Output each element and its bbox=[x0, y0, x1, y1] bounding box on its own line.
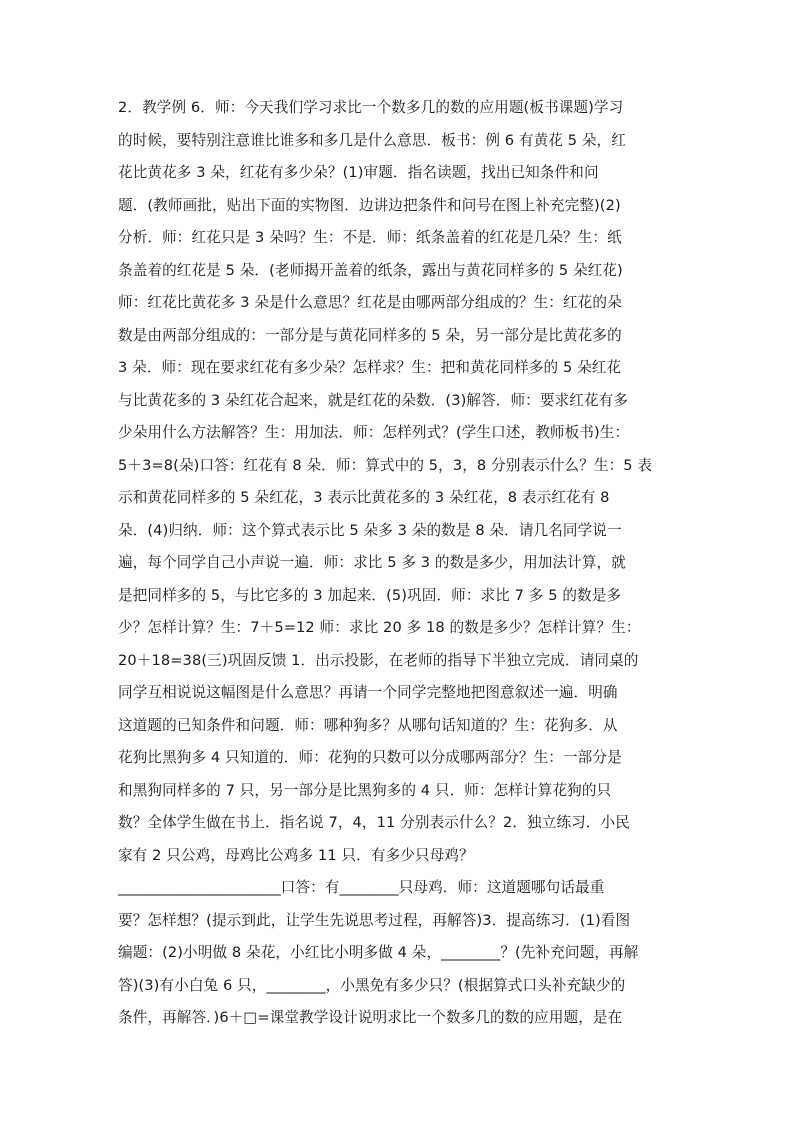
text-line: 数？全体学生做在书上．指名说 7，4，11 分别表示什么？2．独立练习．小民 bbox=[118, 814, 630, 831]
text-line: 少？怎样计算？生：7＋5=12 师：求比 20 多 18 的数是多少？怎样计算？生： bbox=[118, 619, 641, 636]
text-line: 2．教学例 6．师：今天我们学习求比一个数多几的数的应用题(板书课题)学习 bbox=[118, 99, 624, 116]
text-line: 师：红花比黄花多 3 朵是什么意思？红花是由哪两部分组成的？生：红花的朵 bbox=[118, 294, 622, 311]
text-line: 条件，再解答．)6＋□=课堂教学设计说明求比一个数多几的数的应用题，是在 bbox=[118, 1009, 623, 1026]
text-line: ______________________口答：有________只母鸡．师：这道题哪句话最重 bbox=[118, 879, 605, 896]
text-line: 3 朵．师：现在要求红花有多少朵？怎样求？生：把和黄花同样多的 5 朵红花 bbox=[118, 359, 622, 376]
text-line: 与比黄花多的 3 朵红花合起来，就是红花的朵数．(3)解答．师：要求红花有多 bbox=[118, 391, 629, 409]
text-line: 条盖着的红花是 5 朵．(老师揭开盖着的纸条，露出与黄花同样多的 5 朵红花) bbox=[118, 261, 623, 279]
text-line: 分析．师：红花只是 3 朵吗？生：不是．师：纸条盖着的红花是几朵？生：纸 bbox=[118, 229, 622, 246]
text-line: 家有 2 只公鸡，母鸡比公鸡多 11 只．有多少只母鸡？ bbox=[118, 846, 474, 864]
text-line: 数是由两部分组成的：一部分是与黄花同样多的 5 朵，另一部分是比黄花多的 bbox=[118, 326, 622, 344]
text-line: 示和黄花同样多的 5 朵红花，3 表示比黄花多的 3 朵红花，8 表示红花有 8 bbox=[118, 489, 610, 506]
text-line: 花狗比黑狗多 4 只知道的．师：花狗的只数可以分成哪两部分？生：一部分是 bbox=[118, 749, 622, 766]
text-line: 编题：(2)小明做 8 朵花，小红比小明多做 4 朵，________？(先补充问题，再解 bbox=[118, 944, 639, 961]
text-line: 花比黄花多 3 朵，红花有多少朵？(1)审题．指名读题，找出已知条件和问 bbox=[118, 164, 599, 181]
text-line: 和黑狗同样多的 7 只，另一部分是比黑狗多的 4 只．师：怎样计算花狗的只 bbox=[118, 781, 612, 799]
text-line: 5＋3=8(朵)口答：红花有 8 朵．师：算式中的 5，3，8 分别表示什么？生：5 表 bbox=[118, 456, 653, 474]
text-line: 的时候，要特别注意谁比谁多和多几是什么意思．板书：例 6 有黄花 5 朵，红 bbox=[118, 131, 626, 149]
text-line: 答)(3)有小白兔 6 只，________，小黑免有多少只？(根据算式口头补充缺少的 bbox=[118, 976, 626, 994]
text-line: 遍，每个同学自己小声说一遍．师：求比 5 多 3 的数是多少，用加法计算，就 bbox=[118, 554, 626, 571]
text-line: 这道题的已知条件和问题．师：哪种狗多？从哪句话知道的？生：花狗多．从 bbox=[118, 716, 618, 734]
text-line: 20＋18=38(三)巩固反馈 1．出示投影，在老师的指导下半独立完成．请同桌的 bbox=[118, 651, 639, 669]
text-line: 题．(教师画批，贴出下面的实物图．边讲边把条件和问号在图上补充完整)(2) bbox=[118, 196, 621, 214]
text-line: 朵．(4)归纳．师：这个算式表示比 5 朵多 3 朵的数是 8 朵．请几名同学说一 bbox=[118, 521, 622, 539]
text-line: 同学互相说说这幅图是什么意思？再请一个同学完整地把图意叙述一遍．明确 bbox=[118, 684, 618, 701]
text-line: 是把同样多的 5，与比它多的 3 加起来．(5)巩固．师：求比 7 多 5 的数是多 bbox=[118, 586, 622, 604]
text-line: 要？怎样想？(提示到此，让学生先说思考过程，再解答)3．提高练习．(1)看图 bbox=[118, 911, 631, 929]
text-line: 少朵用什么方法解答？生：用加法．师：怎样列式？(学生口述，教师板书)生： bbox=[118, 424, 630, 441]
